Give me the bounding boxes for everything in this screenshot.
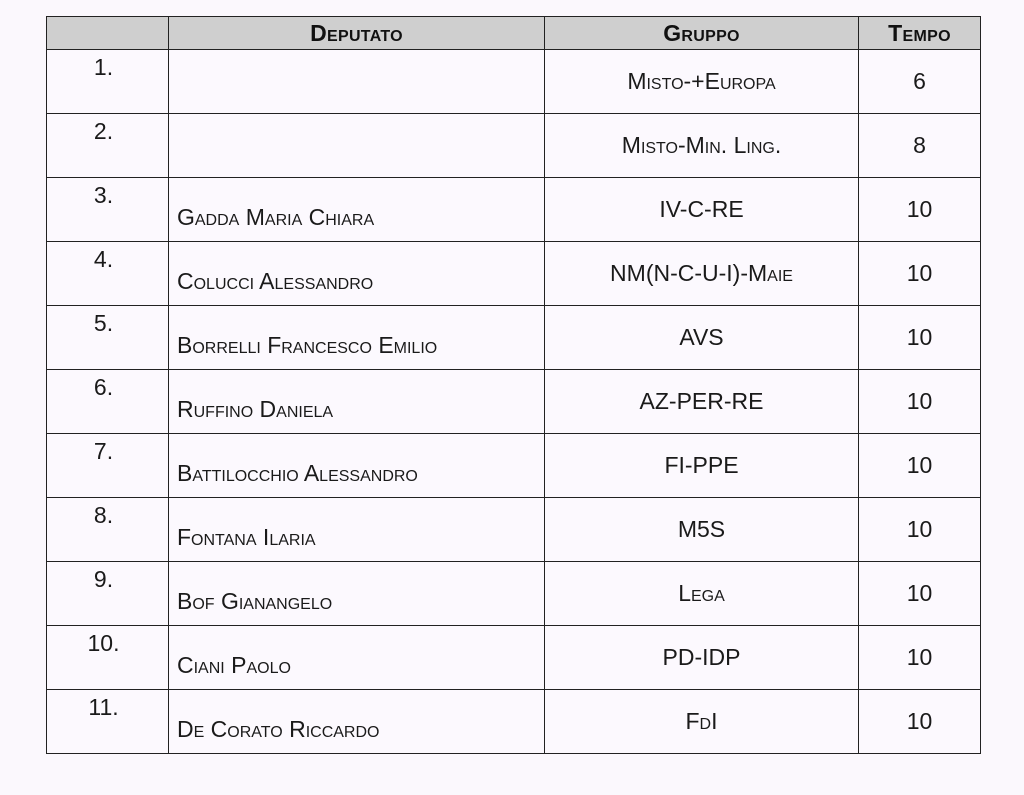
group-name: Lega [678,580,725,606]
row-number-cell [47,242,169,306]
group-name-cell [545,690,859,754]
speaking-time-cell [859,114,981,178]
group-name: AZ-PER-RE [639,388,764,414]
speaking-time: 10 [906,580,933,606]
speaking-time-cell [859,498,981,562]
speaking-time: 10 [906,260,933,286]
row-number: 6. [93,374,114,400]
deputy-name: Fontana Ilaria [177,524,316,550]
table-row [47,178,981,242]
speaking-time-cell [859,626,981,690]
group-name: IV-C-RE [659,196,744,222]
table-row [47,306,981,370]
deputy-name: Ciani Paolo [177,652,291,678]
header-group: Gruppo [545,17,859,50]
deputy-name: De Corato Riccardo [177,716,380,742]
deputy-name-cell [169,242,545,306]
speakers-table [46,16,981,754]
row-number: 1. [93,54,114,80]
deputy-name: Ruffino Daniela [177,396,334,422]
group-name: NM(N-C-U-I)-Maie [610,260,793,286]
header-time: Tempo [859,17,981,50]
group-name-cell [545,242,859,306]
table-row [47,370,981,434]
group-name: Misto-Min. Ling. [621,132,782,158]
row-number: 3. [93,182,114,208]
speaking-time-cell [859,434,981,498]
table-body [47,50,981,754]
table-row [47,690,981,754]
table-row [47,242,981,306]
group-name-cell [545,114,859,178]
row-number-cell [47,50,169,114]
group-name-cell [545,178,859,242]
group-name-cell [545,434,859,498]
table-header-row [47,17,981,50]
speaking-time-cell [859,370,981,434]
speaking-time: 10 [906,452,933,478]
group-name: M5S [677,516,726,542]
speaking-time: 6 [913,68,926,94]
row-number-cell [47,114,169,178]
row-number: 8. [93,502,114,528]
table-row [47,50,981,114]
table-row [47,434,981,498]
row-number: 4. [93,246,114,272]
header-number [47,17,169,50]
deputy-name-cell [169,498,545,562]
deputy-name: Gadda Maria Chiara [177,204,375,230]
row-number-cell [47,498,169,562]
deputy-name-cell [169,178,545,242]
speaking-time-cell [859,242,981,306]
group-name: Misto-+Europa [627,68,776,94]
row-number: 2. [93,118,114,144]
speaking-time: 8 [913,132,926,158]
table-row [47,498,981,562]
deputy-name-cell [169,114,545,178]
table-row [47,626,981,690]
table-row [47,114,981,178]
deputy-name-cell [169,562,545,626]
deputy-name-cell [169,434,545,498]
deputy-name: Colucci Alessandro [177,268,374,294]
group-name-cell [545,498,859,562]
row-number-cell [47,178,169,242]
speaking-time-cell [859,306,981,370]
group-name-cell [545,370,859,434]
deputy-name-cell [169,306,545,370]
row-number: 7. [93,438,114,464]
group-name: FdI [685,708,718,734]
group-name: AVS [679,324,724,350]
row-number-cell [47,306,169,370]
speaking-time: 10 [906,708,933,734]
speaking-time: 10 [906,388,933,414]
deputy-name-cell [169,626,545,690]
table-row [47,562,981,626]
speaking-time-cell [859,690,981,754]
deputy-name-cell [169,690,545,754]
row-number-cell [47,370,169,434]
speaking-time-cell [859,178,981,242]
group-name-cell [545,306,859,370]
group-name: FI-PPE [664,452,739,478]
deputy-name: Battilocchio Alessandro [177,460,418,486]
row-number: 10. [87,630,120,656]
speaking-time: 10 [906,196,933,222]
deputy-name-cell [169,370,545,434]
deputy-name: Bof Gianangelo [177,588,333,614]
row-number: 9. [93,566,114,592]
speaking-time: 10 [906,516,933,542]
group-name-cell [545,50,859,114]
group-name-cell [545,562,859,626]
speaking-time-cell [859,50,981,114]
row-number: 5. [93,310,114,336]
row-number-cell [47,434,169,498]
row-number-cell [47,690,169,754]
row-number-cell [47,562,169,626]
speaking-time: 10 [906,644,933,670]
row-number: 11. [88,694,119,720]
row-number-cell [47,626,169,690]
speaking-time-cell [859,562,981,626]
deputy-name: Borrelli Francesco Emilio [177,332,438,358]
deputy-name-cell [169,50,545,114]
group-name: PD-IDP [662,644,741,670]
header-deputy: Deputato [169,17,545,50]
speaking-time: 10 [906,324,933,350]
group-name-cell [545,626,859,690]
